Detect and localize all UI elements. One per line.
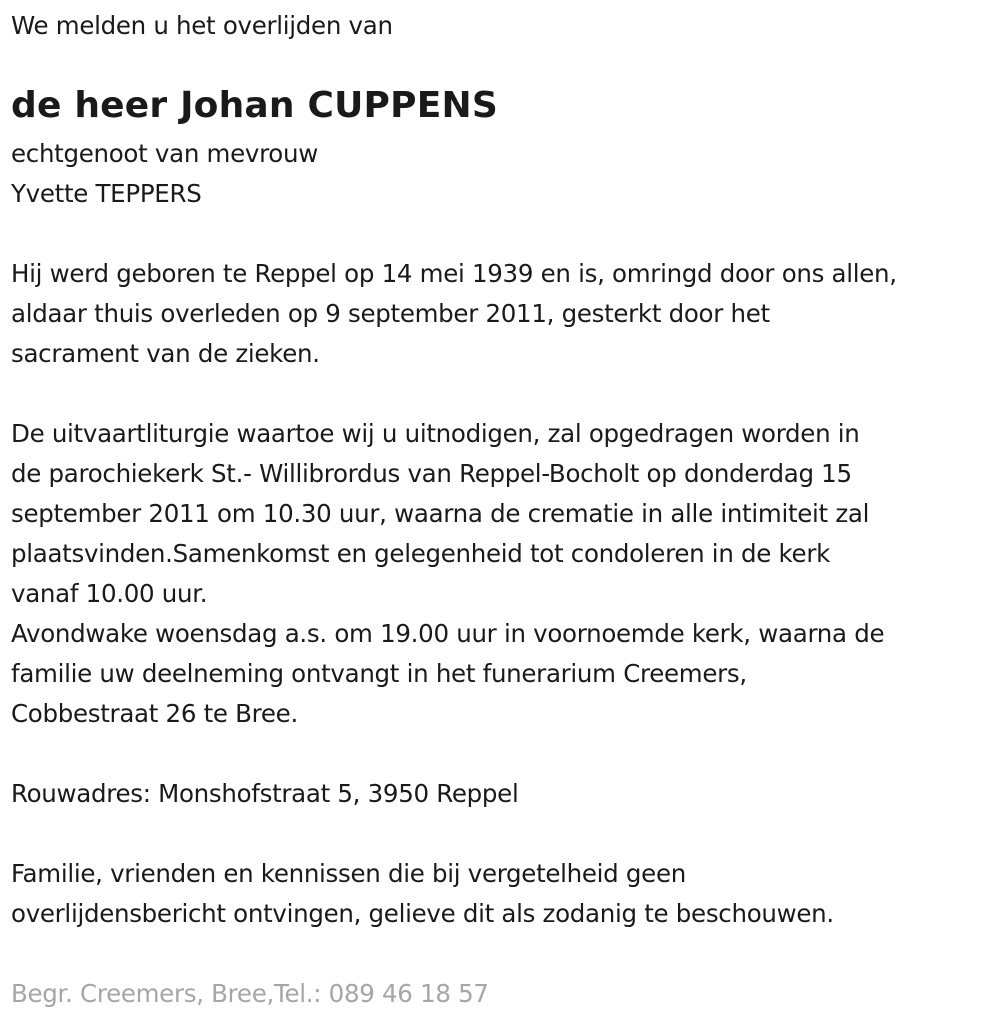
paragraph-line: sacrament van de zieken. [11,339,320,368]
paragraph-line: familie uw deelneming ontvangt in het funerarium Creemers, [11,659,747,688]
intro-text: We melden u het overlijden van [11,11,393,40]
paragraph-line: aldaar thuis overleden op 9 september 2011, gesterkt door het [11,299,770,328]
birth-death-paragraph [11,254,897,374]
family-notice [11,854,834,934]
spouse-line: echtgenoot van mevrouw [11,139,318,168]
paragraph-line: Cobbestraat 26 te Bree. [11,699,298,728]
spouse-line: Yvette TEPPERS [11,179,202,208]
paragraph-line: de parochiekerk St.- Willibrordus van Reppel-Bocholt op donderdag 15 [11,459,852,488]
spouse-block [11,134,318,214]
paragraph-line: Familie, vrienden en kennissen die bij vergetelheid geen [11,859,686,888]
paragraph-line: Avondwake woensdag a.s. om 19.00 uur in voornoemde kerk, waarna de [11,619,885,648]
paragraph-line: Hij werd geboren te Reppel op 14 mei 1939 en is, omringd door ons allen, [11,259,897,288]
mourning-address: Rouwadres: Monshofstraat 5, 3950 Reppel [11,779,519,808]
paragraph-line: plaatsvinden.Samenkomst en gelegenheid tot condoleren in de kerk [11,539,830,568]
paragraph-line: De uitvaartliturgie waartoe wij u uitnodigen, zal opgedragen worden in [11,419,860,448]
funeral-home-footer: Begr. Creemers, Bree,Tel.: 089 46 18 57 [11,979,489,1008]
paragraph-line: overlijdensbericht ontvingen, gelieve dit als zodanig te beschouwen. [11,899,834,928]
paragraph-line: vanaf 10.00 uur. [11,579,208,608]
deceased-name: de heer Johan CUPPENS [11,85,498,126]
funeral-paragraph [11,414,884,734]
paragraph-line: september 2011 om 10.30 uur, waarna de crematie in alle intimiteit zal [11,499,870,528]
